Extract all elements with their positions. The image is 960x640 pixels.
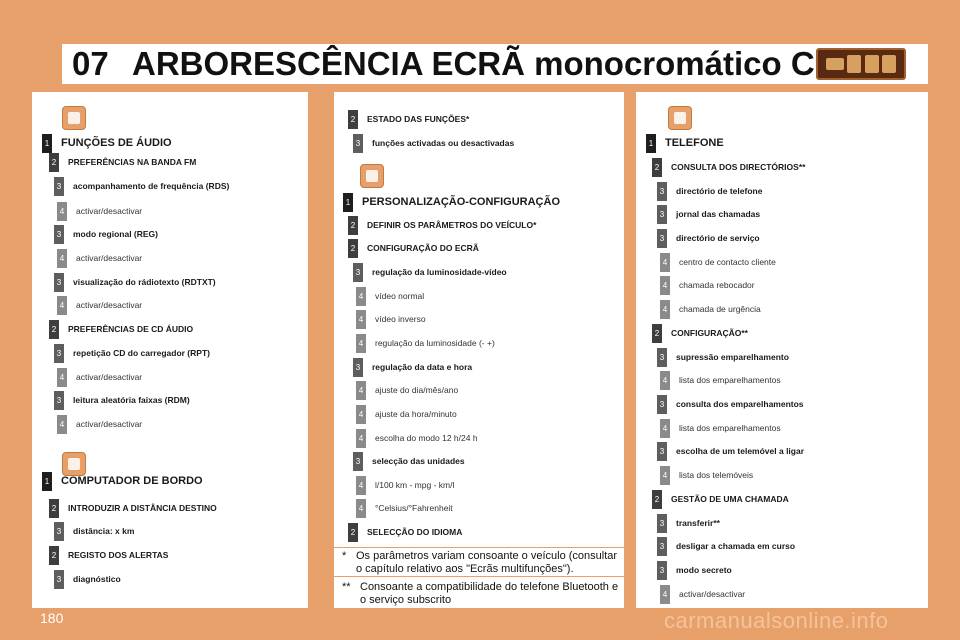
tree-item-level-4 (356, 332, 495, 354)
tree-item-level-3 (657, 227, 760, 249)
level-badge: 2 (49, 499, 59, 518)
tree-item-level-3 (54, 568, 121, 590)
tree-item-label: °Celsius/°Fahrenheit (375, 503, 453, 513)
tree-item-level-2 (652, 156, 805, 178)
level-badge: 1 (42, 134, 52, 153)
level-badge: 4 (57, 249, 67, 268)
level-badge: 2 (652, 490, 662, 509)
tree-item-level-3 (657, 346, 789, 368)
level-badge: 4 (356, 476, 366, 495)
tree-item-label: activar/desactivar (679, 589, 746, 599)
tree-item-label: visualização do rádiotexto (RDTXT) (73, 277, 216, 287)
tree-item-label: PREFERÊNCIAS NA BANDA FM (68, 157, 197, 167)
tree-item-label: directório de telefone (676, 186, 763, 196)
tree-item-label: supressão emparelhamento (676, 352, 789, 362)
tree-item-level-1 (343, 191, 560, 213)
level-badge: 2 (348, 110, 358, 129)
tree-item-level-3 (657, 440, 804, 462)
tree-item-level-3 (657, 180, 762, 202)
tree-item-level-3 (657, 203, 760, 225)
level-badge: 3 (657, 395, 667, 414)
tree-item-label: modo regional (REG) (73, 229, 158, 239)
level-badge: 4 (356, 429, 366, 448)
tree-item-label: CONSULTA DOS DIRECTÓRIOS** (671, 162, 806, 172)
tree-item-label: DEFINIR OS PARÂMETROS DO VEÍCULO* (367, 220, 537, 230)
tree-item-level-4 (57, 366, 142, 388)
level-badge: 3 (54, 570, 64, 589)
tree-item-level-4 (356, 379, 458, 401)
tree-item-level-2 (49, 151, 196, 173)
phone-mini-icon (847, 55, 861, 73)
footnote-text: Consoante a compatibilidade do telefone Bluetooth e o serviço subscrito (360, 581, 619, 606)
level-badge: 4 (660, 466, 670, 485)
level-badge: 4 (660, 253, 670, 272)
column-telephone (636, 92, 928, 608)
level-badge: 3 (54, 522, 64, 541)
tree-item-level-3 (353, 132, 514, 154)
level-badge: 3 (353, 358, 363, 377)
tree-item-label: chamada rebocador (679, 280, 755, 290)
tree-item-label: INTRODUZIR A DISTÂNCIA DESTINO (68, 503, 217, 513)
tree-item-level-3 (54, 342, 210, 364)
tree-item-label: activar/desactivar (76, 253, 143, 263)
tree-item-level-2 (348, 237, 479, 259)
tree-item-level-3 (657, 393, 804, 415)
tree-item-level-4 (660, 274, 755, 296)
level-badge: 2 (49, 320, 59, 339)
tree-item-level-2 (348, 521, 462, 543)
level-badge: 3 (353, 452, 363, 471)
tree-item-label: activar/desactivar (76, 300, 143, 310)
level-badge: 4 (660, 276, 670, 295)
tree-item-label: TELEFONE (665, 137, 724, 149)
radio-mini-icon (826, 58, 844, 70)
tree-item-label: CONFIGURAÇÃO** (671, 328, 748, 338)
tree-item-label: regulação da data e hora (372, 362, 473, 372)
tree-item-level-3 (657, 512, 720, 534)
level-badge: 4 (57, 368, 67, 387)
tree-item-level-4 (356, 403, 457, 425)
footnote-text: Os parâmetros variam consoante o veículo (consultar o capítulo relativo aos "Ecrãs multifunções"). (356, 550, 618, 575)
level-badge: 3 (657, 182, 667, 201)
level-badge: 4 (356, 405, 366, 424)
tree-item-level-4 (660, 417, 781, 439)
tree-item-label: vídeo inverso (375, 314, 426, 324)
tree-item-label: ESTADO DAS FUNÇÕES* (367, 114, 470, 124)
level-badge: 4 (356, 499, 366, 518)
level-badge: 3 (54, 177, 64, 196)
level-badge: 1 (646, 134, 656, 153)
audio-icon (62, 106, 86, 130)
watermark: carmanualsonline.info (664, 608, 889, 633)
chapter-number: 07 (72, 45, 109, 82)
level-badge: 3 (54, 344, 64, 363)
tree-item-level-1 (42, 470, 203, 492)
tree-item-level-3 (54, 520, 134, 542)
tree-item-level-4 (356, 285, 424, 307)
tree-item-label: escolha de um telemóvel a ligar (676, 446, 805, 456)
tree-item-label: centro de contacto cliente (679, 257, 776, 267)
level-badge: 3 (657, 514, 667, 533)
tree-item-label: REGISTO DOS ALERTAS (68, 550, 169, 560)
tree-item-label: repetição CD do carregador (RPT) (73, 348, 210, 358)
configuration-icon (360, 164, 384, 188)
page-number: 180 (40, 610, 64, 626)
tree-item-label: distância: x km (73, 526, 135, 536)
tree-item-level-4 (57, 413, 142, 435)
tree-item-label: chamada de urgência (679, 304, 761, 314)
tree-item-level-4 (57, 200, 142, 222)
tree-item-label: desligar a chamada em curso (676, 541, 796, 551)
level-badge: 3 (54, 391, 64, 410)
level-badge: 4 (660, 419, 670, 438)
tree-item-label: diagnóstico (73, 574, 121, 584)
level-badge: 3 (54, 273, 64, 292)
level-badge: 1 (343, 193, 353, 212)
page-title: ARBORESCÊNCIA ECRÃ monocromático C (132, 45, 815, 82)
level-badge: 3 (657, 205, 667, 224)
level-badge: 2 (348, 239, 358, 258)
tree-item-label: activar/desactivar (76, 372, 143, 382)
tree-item-label: regulação da luminosidade-vídeo (372, 267, 507, 277)
tree-item-level-3 (54, 175, 229, 197)
level-badge: 3 (353, 134, 363, 153)
tree-item-label: SELECÇÃO DO IDIOMA (367, 527, 463, 537)
level-badge: 4 (57, 202, 67, 221)
tree-item-level-4 (660, 251, 776, 273)
tree-item-label: activar/desactivar (76, 206, 143, 216)
tree-item-label: leitura aleatória faixas (RDM) (73, 395, 190, 405)
tree-item-label: funções activadas ou desactivadas (372, 138, 515, 148)
level-badge: 4 (660, 371, 670, 390)
tree-item-label: directório de serviço (676, 233, 760, 243)
level-badge: 4 (57, 415, 67, 434)
level-badge: 4 (660, 585, 670, 604)
tree-item-level-2 (49, 318, 193, 340)
tree-item-label: ajuste do dia/mês/ano (375, 385, 459, 395)
tree-item-label: consulta dos emparelhamentos (676, 399, 804, 409)
tree-item-level-4 (356, 497, 453, 519)
tree-item-level-4 (660, 298, 761, 320)
tree-item-label: FUNÇÕES DE ÁUDIO (61, 137, 172, 149)
column-configuration (334, 92, 624, 608)
tree-item-label: PREFERÊNCIAS DE CD ÁUDIO (68, 324, 194, 334)
tree-item-level-2 (652, 322, 748, 344)
level-badge: 3 (657, 537, 667, 556)
tree-item-label: lista dos emparelhamentos (679, 423, 781, 433)
level-badge: 3 (657, 348, 667, 367)
tree-item-level-4 (660, 583, 745, 605)
column-audio-computer (32, 92, 308, 608)
tree-item-label: GESTÃO DE UMA CHAMADA (671, 494, 789, 504)
level-badge: 3 (657, 229, 667, 248)
tree-item-label: vídeo normal (375, 291, 425, 301)
tree-item-level-4 (57, 247, 142, 269)
tree-item-label: ajuste da hora/minuto (375, 409, 457, 419)
level-badge: 4 (356, 381, 366, 400)
tree-item-label: PERSONALIZAÇÃO-CONFIGURAÇÃO (362, 196, 560, 208)
display-menu-icon (816, 48, 906, 80)
telephone-icon (668, 106, 692, 130)
tree-item-label: l/100 km - mpg - km/l (375, 480, 455, 490)
level-badge: 3 (657, 442, 667, 461)
tree-item-level-4 (660, 464, 753, 486)
level-badge: 2 (49, 153, 59, 172)
tree-item-level-3 (657, 535, 795, 557)
tree-item-label: lista dos telemóveis (679, 470, 754, 480)
footnote-bluetooth: ** Consoante a compatibilidade do telefone Bluetooth e o serviço subscrito (342, 581, 622, 607)
tree-item-level-3 (54, 271, 216, 293)
tree-item-label: modo secreto (676, 565, 732, 575)
level-badge: 4 (57, 296, 67, 315)
tree-item-level-3 (353, 450, 465, 472)
tree-item-label: regulação da luminosidade (- +) (375, 338, 495, 348)
level-badge: 4 (356, 334, 366, 353)
level-badge: 3 (54, 225, 64, 244)
tree-item-label: transferir** (676, 518, 720, 528)
tree-item-level-2 (652, 488, 789, 510)
tree-item-label: COMPUTADOR DE BORDO (61, 475, 203, 487)
computer-mini-icon (882, 55, 896, 73)
tree-item-level-4 (356, 474, 454, 496)
tree-item-level-4 (356, 308, 426, 330)
level-badge: 2 (49, 546, 59, 565)
tree-item-level-3 (353, 261, 507, 283)
tree-item-level-3 (54, 223, 158, 245)
level-badge: 4 (660, 300, 670, 319)
tree-item-level-2 (49, 497, 217, 519)
level-badge: 4 (356, 310, 366, 329)
notes-separator (334, 576, 624, 577)
tree-item-level-3 (353, 356, 472, 378)
tree-item-level-3 (54, 389, 190, 411)
level-badge: 3 (657, 561, 667, 580)
tree-item-level-3 (657, 559, 732, 581)
level-badge: 3 (353, 263, 363, 282)
settings-mini-icon (865, 55, 879, 73)
level-badge: 4 (356, 287, 366, 306)
tree-item-level-2 (348, 108, 469, 130)
level-badge: 2 (348, 523, 358, 542)
tree-item-level-4 (356, 427, 478, 449)
tree-item-level-2 (348, 214, 536, 236)
notes-separator (334, 547, 624, 548)
footnote-vehicle: * Os parâmetros variam consoante o veículo (consultar o capítulo relativo aos "Ecrãs multifunções"). (342, 550, 622, 576)
tree-item-label: CONFIGURAÇÃO DO ECRÃ (367, 243, 479, 253)
level-badge: 2 (348, 216, 358, 235)
tree-item-label: lista dos emparelhamentos (679, 375, 781, 385)
tree-item-label: jornal das chamadas (676, 209, 761, 219)
tree-item-label: selecção das unidades (372, 456, 465, 466)
tree-item-label: activar/desactivar (76, 419, 143, 429)
tree-item-level-1 (646, 132, 724, 154)
tree-item-level-4 (660, 369, 781, 391)
tree-item-label: escolha do modo 12 h/24 h (375, 433, 478, 443)
level-badge: 2 (652, 158, 662, 177)
level-badge: 2 (652, 324, 662, 343)
level-badge: 1 (42, 472, 52, 491)
tree-item-level-4 (57, 294, 142, 316)
tree-item-level-2 (49, 544, 168, 566)
tree-item-label: acompanhamento de frequência (RDS) (73, 181, 230, 191)
